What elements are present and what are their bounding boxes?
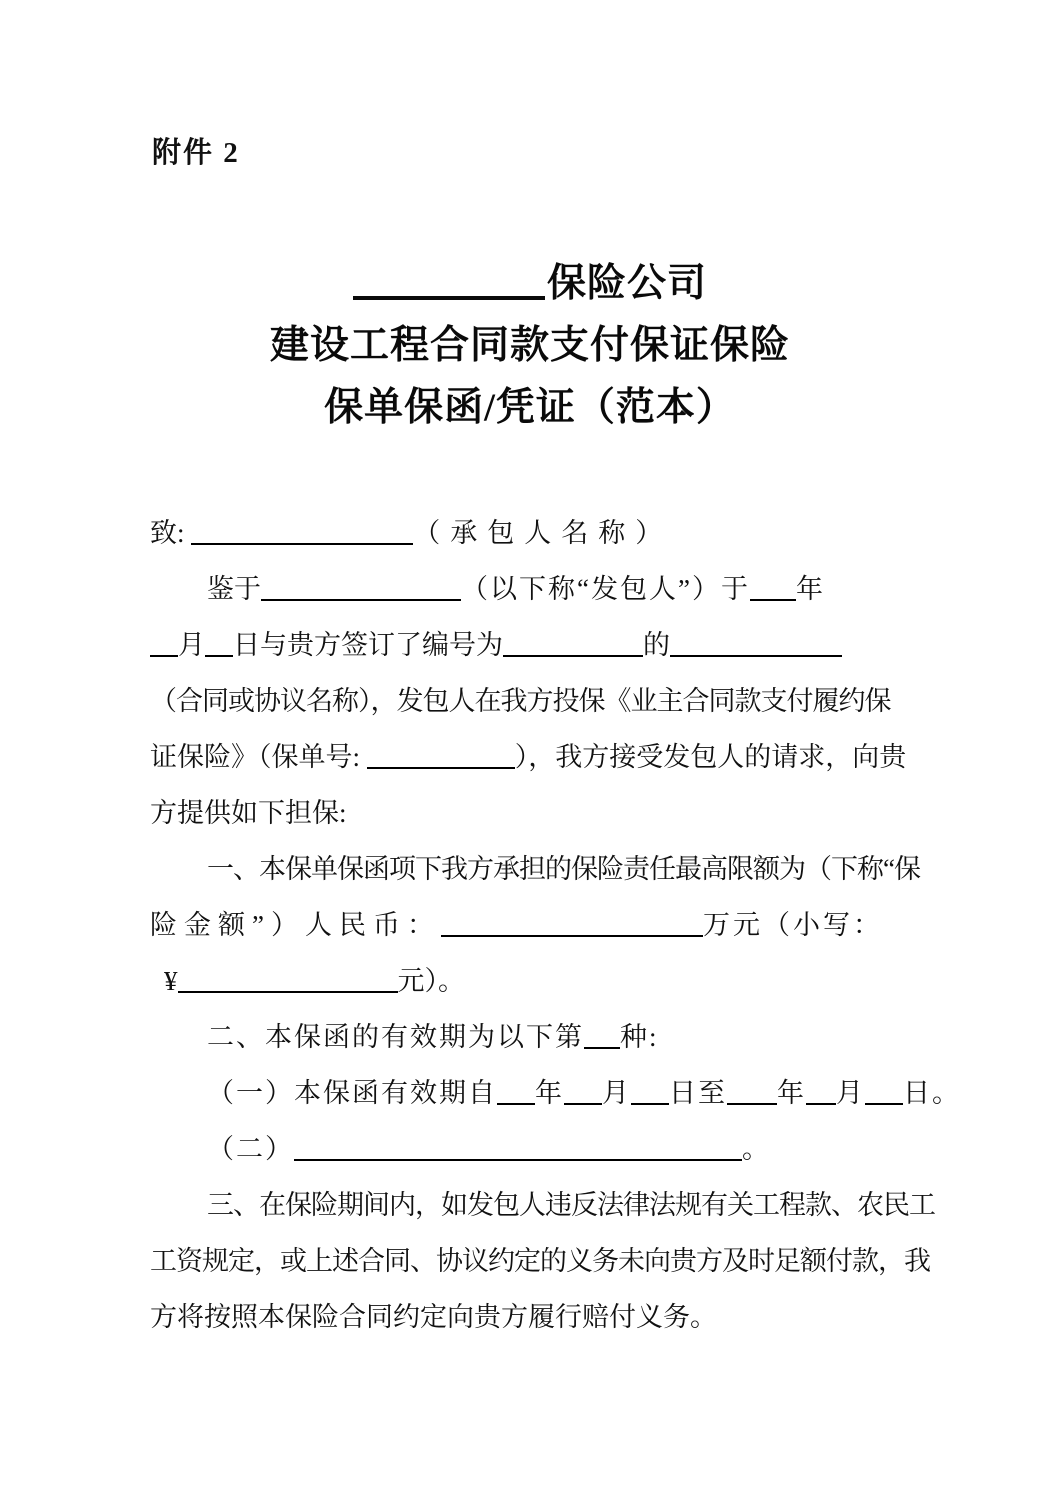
option-two-period: 。: [742, 1134, 771, 1164]
blank-end-month-field: [806, 1098, 836, 1105]
blank-company-name-field: [353, 290, 545, 300]
blank-amount-figures-field: [178, 986, 398, 993]
end-month-label: 月: [836, 1078, 865, 1108]
title-company-line: [0, 256, 1060, 318]
month-label: 月: [178, 630, 205, 660]
amount-figures-post-text: 元）。: [397, 966, 465, 996]
blank-month-field: [150, 650, 178, 657]
addressee-label: 致:: [150, 518, 185, 548]
blank-day-field: [205, 650, 233, 657]
line-amount-figures: [150, 953, 920, 1009]
blank-start-day-field: [631, 1098, 669, 1105]
validity-pre-text: 二、本保函的有效期为以下第: [207, 1022, 584, 1052]
line-contract-date-number: [150, 617, 920, 673]
line-contract-name-note: （合同或协议名称），发包人在我方投保《业主合同款支付履约保: [150, 686, 891, 716]
blank-end-year-field: [727, 1098, 777, 1105]
line-clause-three: 三、在保险期间内，如发包人违反法律法规有关工程款、农民工: [207, 1190, 935, 1220]
insured-amount-pre-text: 险金额”）人民币：: [150, 910, 441, 940]
title-doc-type-line: 保单保函/凭证（范本）: [324, 386, 736, 429]
blank-start-year-field: [497, 1098, 535, 1105]
start-month-label: 月: [602, 1078, 631, 1108]
blank-employer-name-field: [261, 594, 461, 601]
line-clause-one: 一、本保单保函项下我方承担的保险责任最高限额为（下称“保: [207, 854, 920, 884]
line-validity-option-two: [150, 1121, 920, 1177]
line-clause-two: [150, 1009, 920, 1065]
document-title-block: [0, 256, 1060, 442]
line-policy-number: [150, 729, 920, 785]
policy-number-post-text: ），我方接受发包人的请求，向贵: [514, 742, 907, 772]
blank-option-number-field: [584, 1042, 620, 1049]
line-validity-option-one: [150, 1065, 961, 1121]
document-body: [150, 505, 961, 1345]
line-insured-amount: [150, 897, 920, 953]
blank-year-field: [750, 594, 796, 601]
line-guarantee-intro: 方提供如下担保:: [150, 798, 347, 828]
option-two-label: （二）: [207, 1134, 294, 1164]
blank-contract-number-field: [503, 650, 643, 657]
blank-amount-words-field: [441, 930, 703, 937]
blank-option-two-field: [294, 1154, 742, 1161]
de-label: 的: [643, 630, 670, 660]
blank-start-month-field: [564, 1098, 602, 1105]
line-clause-three-cont: 工资规定，或上述合同、协议约定的义务未向贵方及时足额付款，我: [150, 1246, 930, 1276]
title-company-suffix: 保险公司: [546, 262, 707, 305]
end-day-label: 日。: [903, 1078, 961, 1108]
start-day-to-label: 日至: [669, 1078, 727, 1108]
attachment-label: 附件 2: [152, 137, 240, 169]
blank-contractor-name-field: [191, 538, 413, 545]
addressee-paren-note: （承包人名称）: [413, 518, 673, 548]
option-one-pre-text: （一）本保函有效期自: [207, 1078, 497, 1108]
line-clause-three-end: 方将按照本保险合同约定向贵方履行赔付义务。: [150, 1302, 717, 1332]
title-insurance-product-line: 建设工程合同款支付保证保险: [269, 324, 790, 367]
year-label: 年: [795, 574, 823, 604]
line-addressee: [150, 505, 920, 561]
contract-number-text: 日与贵方签订了编号为: [233, 630, 503, 660]
blank-end-day-field: [865, 1098, 903, 1105]
line-whereas: [150, 561, 920, 617]
start-year-label: 年: [535, 1078, 564, 1108]
end-year-label: 年: [777, 1078, 806, 1108]
whereas-mid-text: （以下称“发包人”）于: [461, 574, 750, 604]
validity-post-text: 种:: [620, 1022, 659, 1052]
blank-contract-name-field: [670, 650, 842, 657]
yuan-sign: ¥: [164, 966, 178, 996]
blank-policy-number-field: [367, 762, 515, 769]
policy-number-pre-text: 证保险》（保单号:: [150, 742, 361, 772]
insured-amount-post-text: 万元（小写：: [702, 910, 883, 940]
whereas-label: 鉴于: [207, 574, 261, 604]
